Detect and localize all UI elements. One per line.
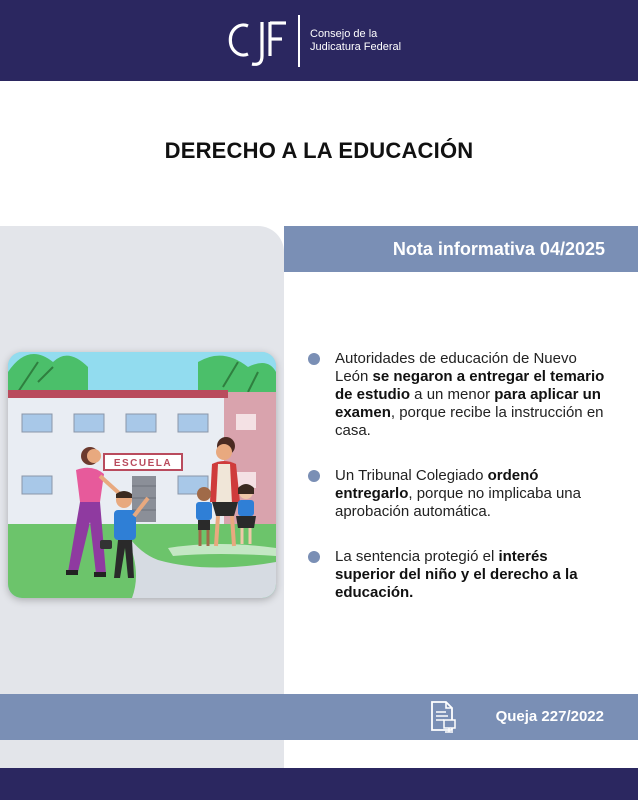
bullet-text: La sentencia protegió el interés superior del niño y el derecho a la educación. — [335, 548, 578, 601]
org-name — [310, 28, 401, 54]
note-band — [284, 226, 638, 272]
note-number: Nota informativa 04/2025 — [392, 238, 605, 259]
case-number: Queja 227/2022 — [495, 708, 604, 725]
bullet-list — [308, 350, 608, 629]
bullet-item-1 — [308, 350, 608, 440]
logo-divider — [298, 15, 300, 67]
school-illustration — [8, 352, 276, 598]
org-name-line2: Judicatura Federal — [310, 41, 402, 53]
cjf-logo — [226, 14, 401, 68]
bullet-text: Autoridades de educación de Nuevo León se negaron a entregar el temario de estudio a un menor para aplicar un examen, porque recibe la instrucción en casa. — [335, 350, 605, 439]
document-icon — [428, 700, 458, 734]
bullet-dot-icon — [308, 353, 320, 365]
footer-band — [0, 768, 638, 800]
bullet-item-2 — [308, 467, 608, 521]
bullet-dot-icon — [308, 551, 320, 563]
page-title: DERECHO A LA EDUCACIÓN — [164, 138, 474, 163]
bullet-item-3 — [308, 548, 608, 602]
bullet-dot-icon — [308, 470, 320, 482]
bullet-text: Un Tribunal Colegiado ordenó entregarlo, porque no implicaba una aprobación automática. — [335, 467, 581, 520]
cjf-logo-mark — [226, 14, 296, 68]
school-sign: ESCUELA — [113, 458, 173, 469]
org-name-line1: Consejo de la — [310, 28, 378, 40]
